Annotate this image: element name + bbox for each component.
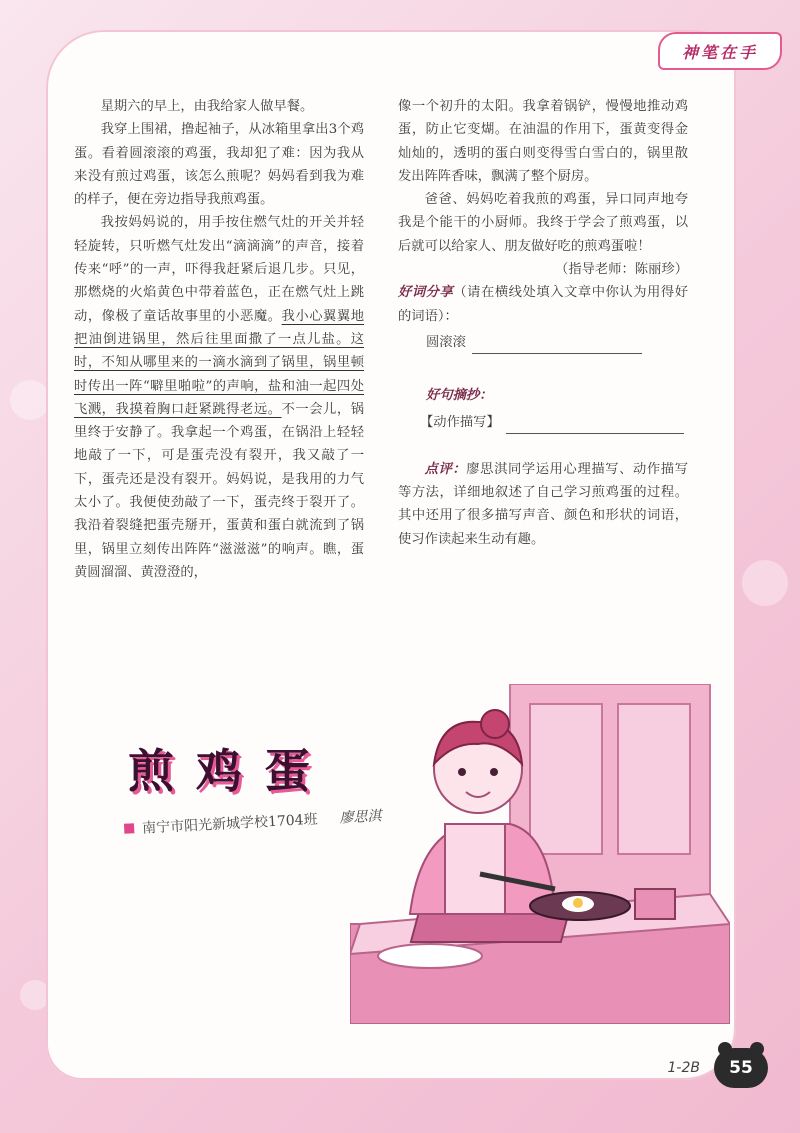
good-words-item: 圆滚滚 — [426, 334, 466, 350]
comment-section — [398, 458, 688, 551]
article-continuation: 像一个初升的太阳。我拿着锅铲，慢慢地推动鸡蛋，防止它变煳。在油温的作用下，蛋黄变得金灿灿的，透明的蛋白则变得雪白雪白的，锅里散发出阵阵香味，飘满了整个厨房。 — [398, 99, 688, 184]
article-title: 煎鸡蛋 — [128, 744, 332, 798]
good-words-section: 好词分享（请在横线处填入文章中你认为用得好的词语）： — [398, 285, 689, 324]
page-number: 55 — [714, 1048, 768, 1088]
article-paragraph: 爸爸、妈妈吃着我煎的鸡蛋，异口同声地夸我是个能干的小厨师。我终于学会了煎鸡蛋，以后就可以给家人、朋友做好吃的煎鸡蛋啦！ — [398, 192, 688, 254]
article-right-column — [398, 95, 688, 551]
good-words-blank[interactable] — [472, 337, 642, 354]
page-footer — [668, 1048, 768, 1088]
teacher-credit: （指导老师：陈丽珍） — [555, 262, 688, 278]
comment-label: 点评： — [424, 461, 467, 477]
article-paragraph: 星期六的早上，由我给家人做早餐。 — [100, 99, 314, 114]
good-words-label: 好词分享 — [398, 285, 454, 301]
good-sentence-section — [398, 384, 688, 407]
series-code: 1-2B — [667, 1060, 700, 1076]
good-sentence-blank[interactable] — [506, 417, 684, 434]
good-words-row — [398, 331, 688, 354]
section-tab: 神笔在手 — [658, 32, 782, 70]
decor-bubble — [10, 380, 50, 420]
article-paragraph: 我穿上围裙，撸起袖子，从冰箱里拿出3个鸡蛋。看着圆滚滚的鸡蛋，我却犯了难：因为我从来没有煎过鸡蛋，该怎么煎呢？妈妈看到我为难的样子，便在旁边指导我煎鸡蛋。 — [74, 122, 364, 208]
girl-cooking-illustration — [350, 684, 730, 1024]
bullet-square-icon — [124, 823, 135, 834]
decor-bubble — [742, 560, 788, 606]
school-name: 南宁市阳光新城学校1704班 — [141, 811, 319, 837]
good-sentence-item: 【动作描写】 — [420, 414, 500, 430]
good-sentence-row — [398, 411, 688, 434]
author-name: 廖思淇 — [339, 808, 382, 827]
article-left-column — [74, 95, 364, 584]
good-sentence-label: 好句摘抄： — [426, 388, 493, 404]
comment-text: 廖思淇同学运用心理描写、动作描写等方法，详细地叙述了自己学习煎鸡蛋的过程。其中还用了很多描写声音、颜色和形状的词语，使习作读起来生动有趣。 — [398, 461, 689, 547]
underlined-sentence: 我小心翼翼地把油倒进锅里，然后往里面撒了一点儿盐。这时，不知从哪里来的一滴水滴到了锅里，锅里顿时传出一阵“噼里啪啦”的声响，盐和油一起四处飞溅，我摸着胸口赶紧跳得老远。 — [74, 308, 365, 417]
article-paragraph: 我按妈妈说的，用手按住燃气灶的开关并轻轻旋转，只听燃气灶发出“滴滴滴”的声音，接着传来“呼”的一声，吓得我赶紧后退几步。只见，那燃烧的火焰黄色中带着蓝色，正在燃气灶上跳动，像极了童话故事里的小恶魔。我小心翼翼地把油倒进锅里，然后往里面撒了一点儿盐。这时，不知从哪里来的一滴水滴到了锅里，锅里顿时传出一阵“噼里啪啦”的声响，盐和油一起四处飞溅，我摸着胸口赶紧跳得老远。不一会儿，锅里终于安静了。我拿起一个鸡蛋，在锅沿上轻轻地敲了一下，可是蛋壳没有裂开，我又敲了一下，蛋壳还是没有裂开。妈妈说，是我用的力气太小了。我便使劲敲了一下，蛋壳终于裂开了。我沿着裂缝把蛋壳掰开，蛋黄和蛋白就流到了锅里，锅里立刻传出阵阵“滋滋滋”的响声。瞧，蛋黄圆溜溜、黄澄澄的， — [74, 215, 365, 580]
